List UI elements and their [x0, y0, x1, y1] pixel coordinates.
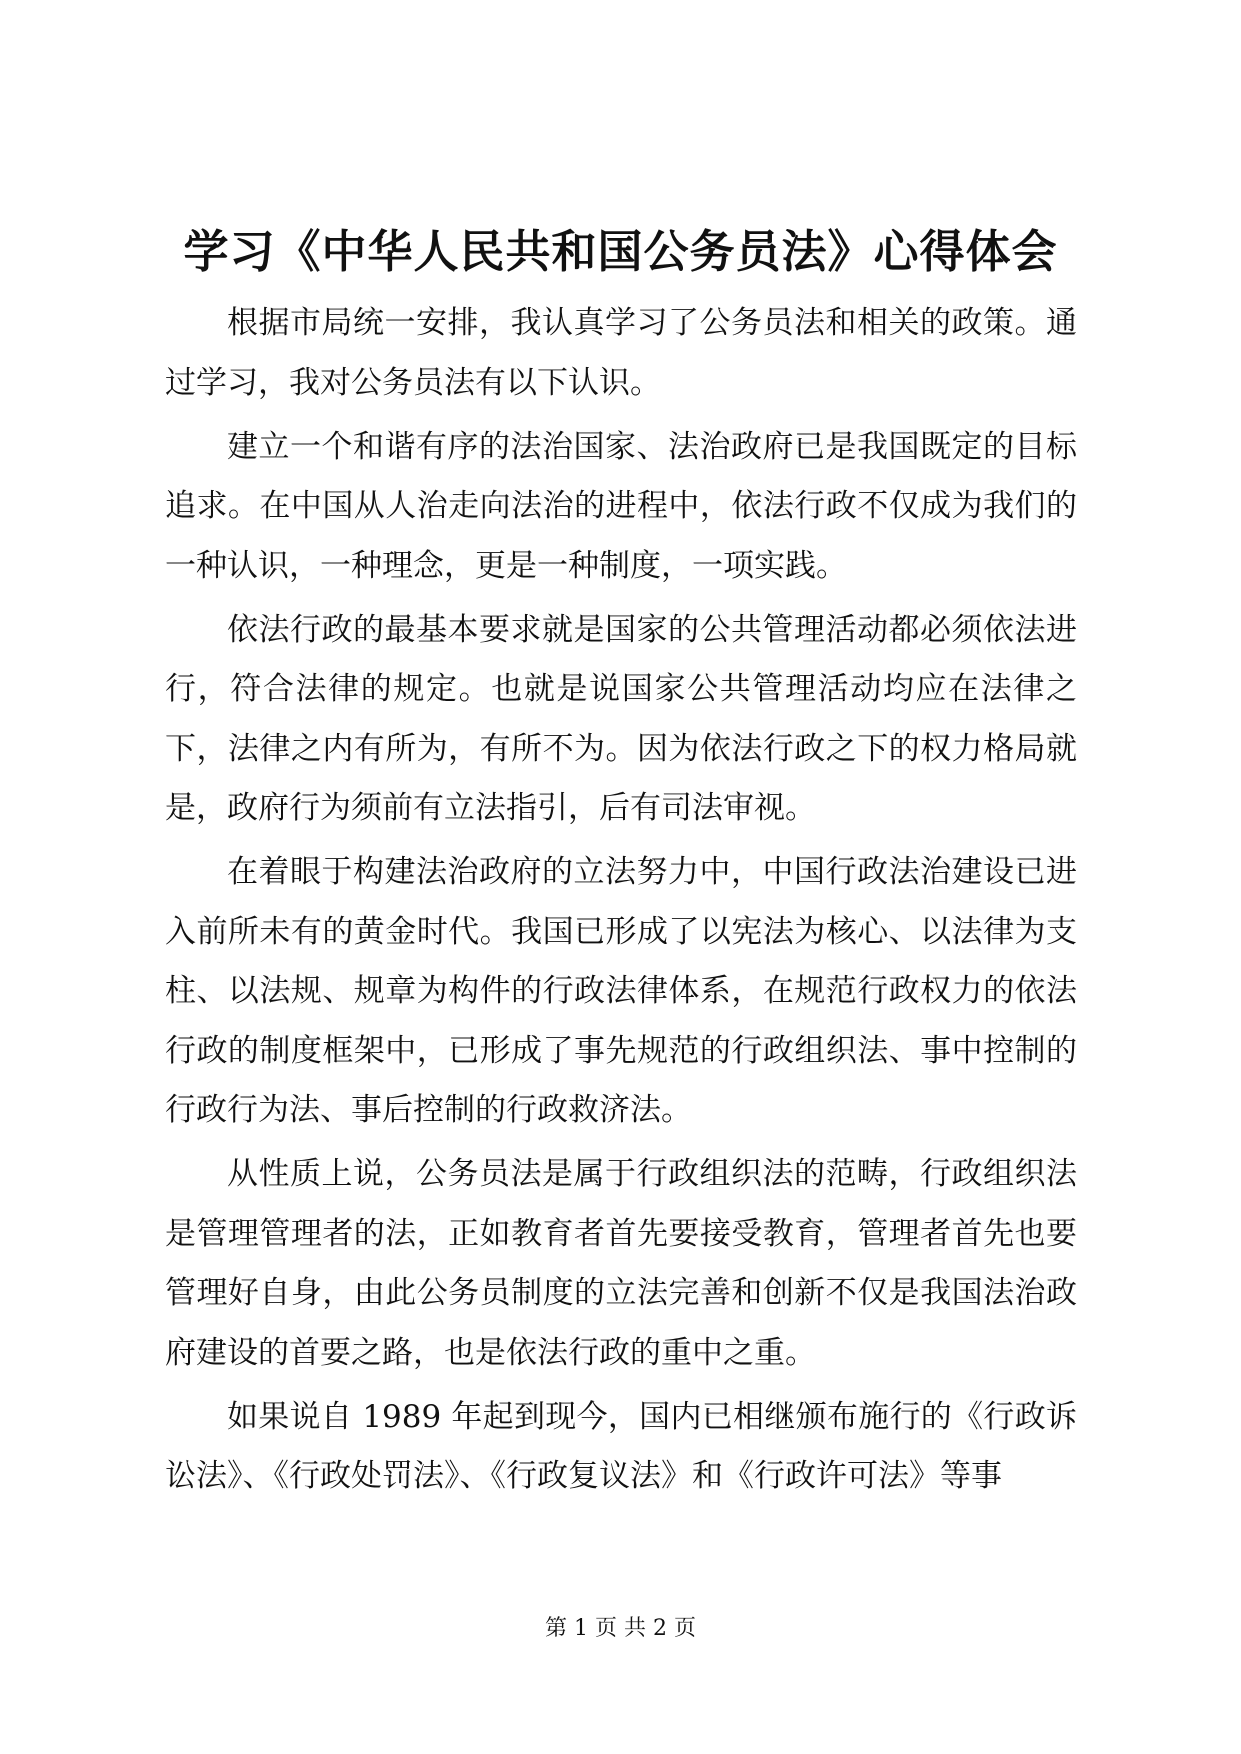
page-number-footer: 第 1 页 共 2 页 [545, 1616, 696, 1641]
paragraph-6: 如果说自 1989 年起到现今，国内已相继颁布施行的《行政诉讼法》、《行政处罚法》、《行政复议法》和《行政许可法》等事 [165, 1398, 1077, 1494]
paragraph-5: 从性质上说，公务员法是属于行政组织法的范畴，行政组织法是管理管理者的法，正如教育者首先要接受教育，管理者首先也要管理好自身，由此公务员制度的立法完善和创新不仅是我国法治政府建设的首要之路，也是依法行政的重中之重。 [165, 1156, 1077, 1371]
paragraph-3: 依法行政的最基本要求就是国家的公共管理活动都必须依法进行，符合法律的规定。也就是说国家公共管理活动均应在法律之下，法律之内有所为，有所不为。因为依法行政之下的权力格局就是，政府行为须前有立法指引，后有司法审视。 [165, 611, 1077, 826]
paragraph-4: 在着眼于构建法治政府的立法努力中，中国行政法治建设已进入前所未有的黄金时代。我国已形成了以宪法为核心、以法律为支柱、以法规、规章为构件的行政法律体系，在规范行政权力的依法行政的制度框架中，已形成了事先规范的行政组织法、事中控制的行政行为法、事后控制的行政救济法。 [165, 854, 1077, 1128]
document-title: 学习《中华人民共和国公务员法》心得体会 [183, 225, 1058, 278]
paragraph-1: 根据市局统一安排，我认真学习了公务员法和相关的政策。通过学习，我对公务员法有以下认识。 [165, 305, 1077, 401]
document-body [165, 294, 1077, 1511]
paragraph-2: 建立一个和谐有序的法治国家、法治政府已是我国既定的目标追求。在中国从人治走向法治的进程中，依法行政不仅成为我们的一种认识，一种理念，更是一种制度，一项实践。 [165, 428, 1077, 584]
